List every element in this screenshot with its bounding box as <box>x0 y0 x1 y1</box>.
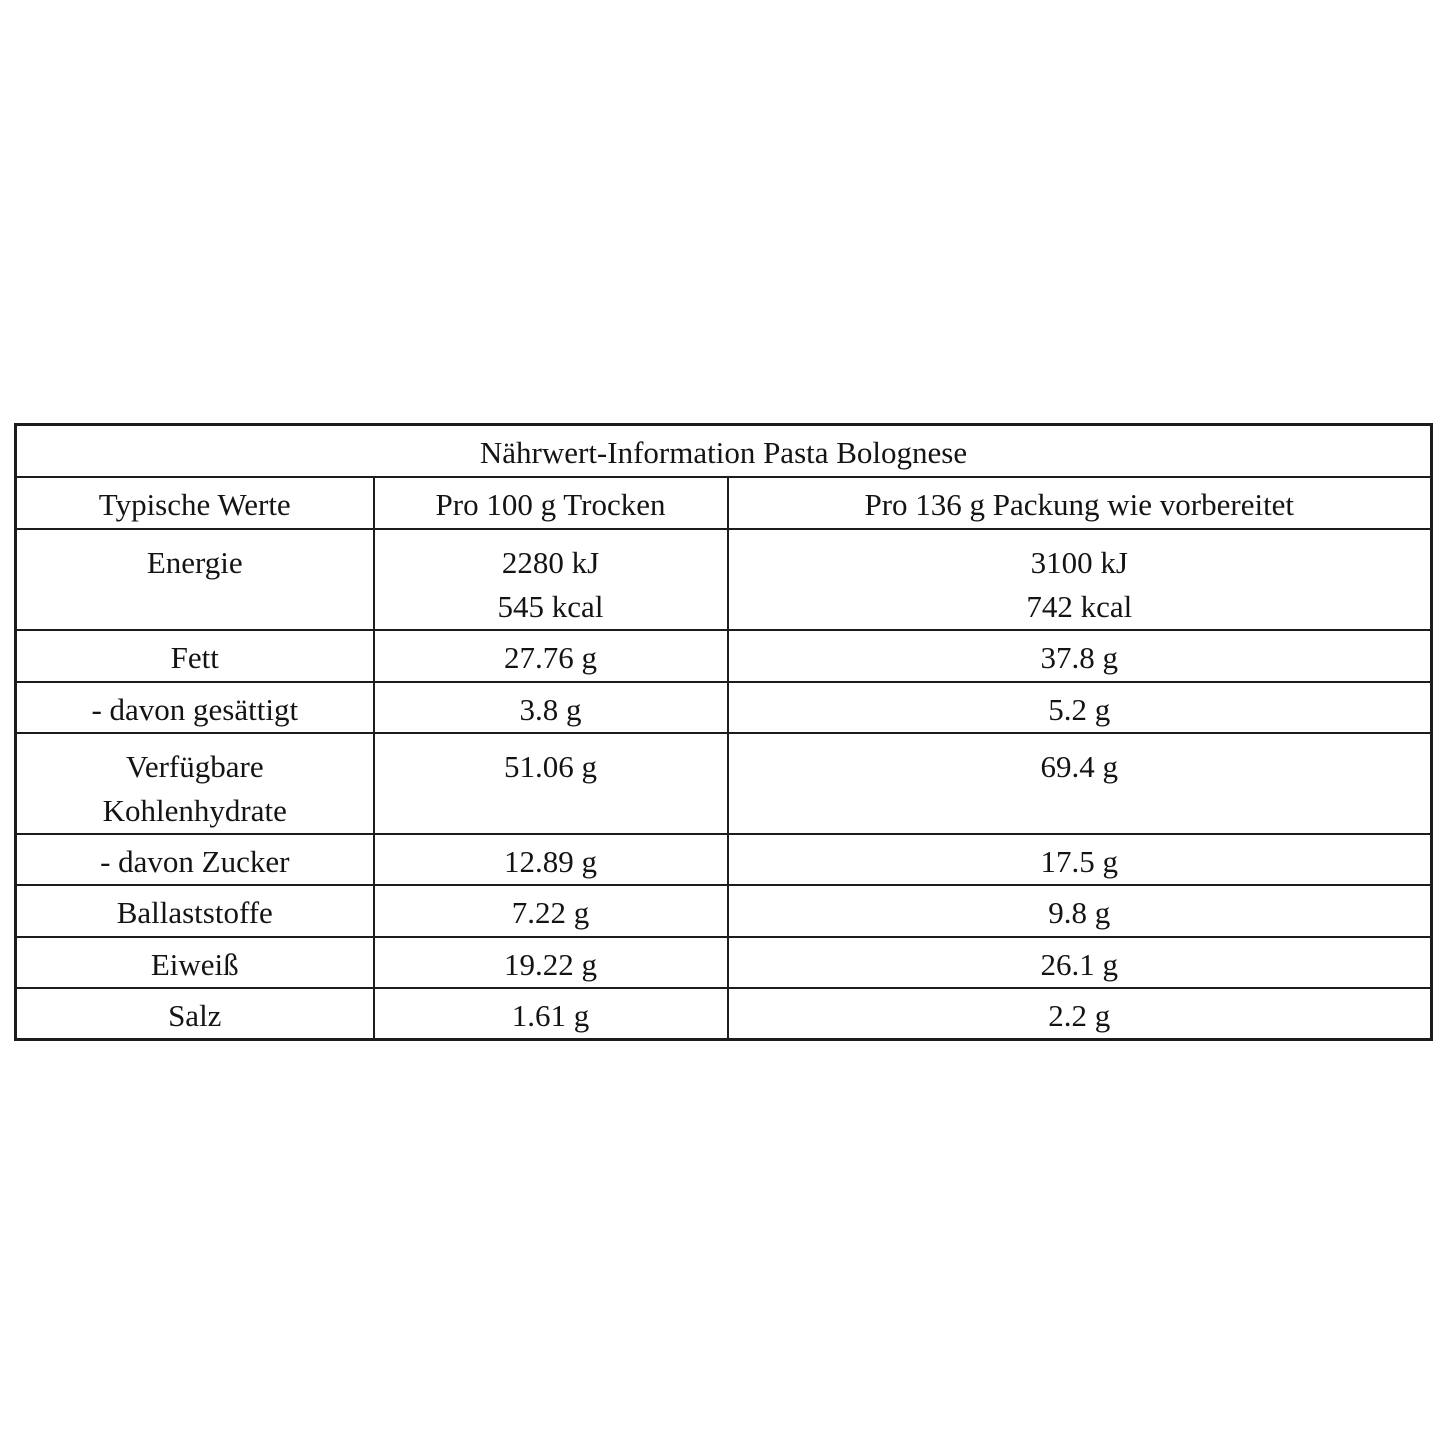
table-title-text: Nährwert-Information Pasta Bolognese <box>479 435 968 470</box>
table-title <box>16 425 1432 477</box>
per136-value-cell: 37.8 g <box>728 630 1432 682</box>
per100-value-cell: 19.22 g <box>374 937 728 988</box>
nutrition-table <box>14 423 1433 1041</box>
per100-value-cell: 7.22 g <box>374 885 728 937</box>
per136-value-cell: 2.2 g <box>728 988 1432 1040</box>
nutrient-label-cell: Verfügbare Kohlenhydrate <box>16 733 374 834</box>
nutrient-label-cell: Salz <box>16 988 374 1040</box>
column-header-per-100g: Pro 100 g Trocken <box>374 477 728 529</box>
nutrient-label-cell: Ballaststoffe <box>16 885 374 937</box>
per136-value-cell: 69.4 g <box>728 733 1432 834</box>
per136-value-cell: 9.8 g <box>728 885 1432 937</box>
per100-value-cell: 27.76 g <box>374 630 728 682</box>
per100-value-cell: 12.89 g <box>374 834 728 885</box>
nutrient-label-cell: Eiweiß <box>16 937 374 988</box>
table-row-fett <box>16 630 1432 682</box>
per136-value-cell: 5.2 g <box>728 682 1432 733</box>
table-row-kohlenhydrate <box>16 733 1432 834</box>
nutrient-label-cell: Energie <box>16 529 374 630</box>
table-title-row <box>16 425 1432 477</box>
table-header-row <box>16 477 1432 529</box>
column-header-per-136g: Pro 136 g Packung wie vorbereitet <box>728 477 1432 529</box>
column-header-typische-werte: Typische Werte <box>16 477 374 529</box>
nutrient-label-cell: Fett <box>16 630 374 682</box>
nutrient-label-cell: - davon Zucker <box>16 834 374 885</box>
table-row-ballaststoffe <box>16 885 1432 937</box>
per136-value-cell: 3100 kJ 742 kcal <box>728 529 1432 630</box>
per136-value-cell: 26.1 g <box>728 937 1432 988</box>
per100-value-cell: 1.61 g <box>374 988 728 1040</box>
nutrient-label-cell: - davon gesättigt <box>16 682 374 733</box>
table-row-davon-gesaettigt <box>16 682 1432 733</box>
per100-value-cell: 51.06 g <box>374 733 728 834</box>
per100-value-cell: 2280 kJ 545 kcal <box>374 529 728 630</box>
per136-value-cell: 17.5 g <box>728 834 1432 885</box>
per100-value-cell: 3.8 g <box>374 682 728 733</box>
table-row-energie <box>16 529 1432 630</box>
table-row-salz <box>16 988 1432 1040</box>
table-row-davon-zucker <box>16 834 1432 885</box>
table-row-eiweiss <box>16 937 1432 988</box>
